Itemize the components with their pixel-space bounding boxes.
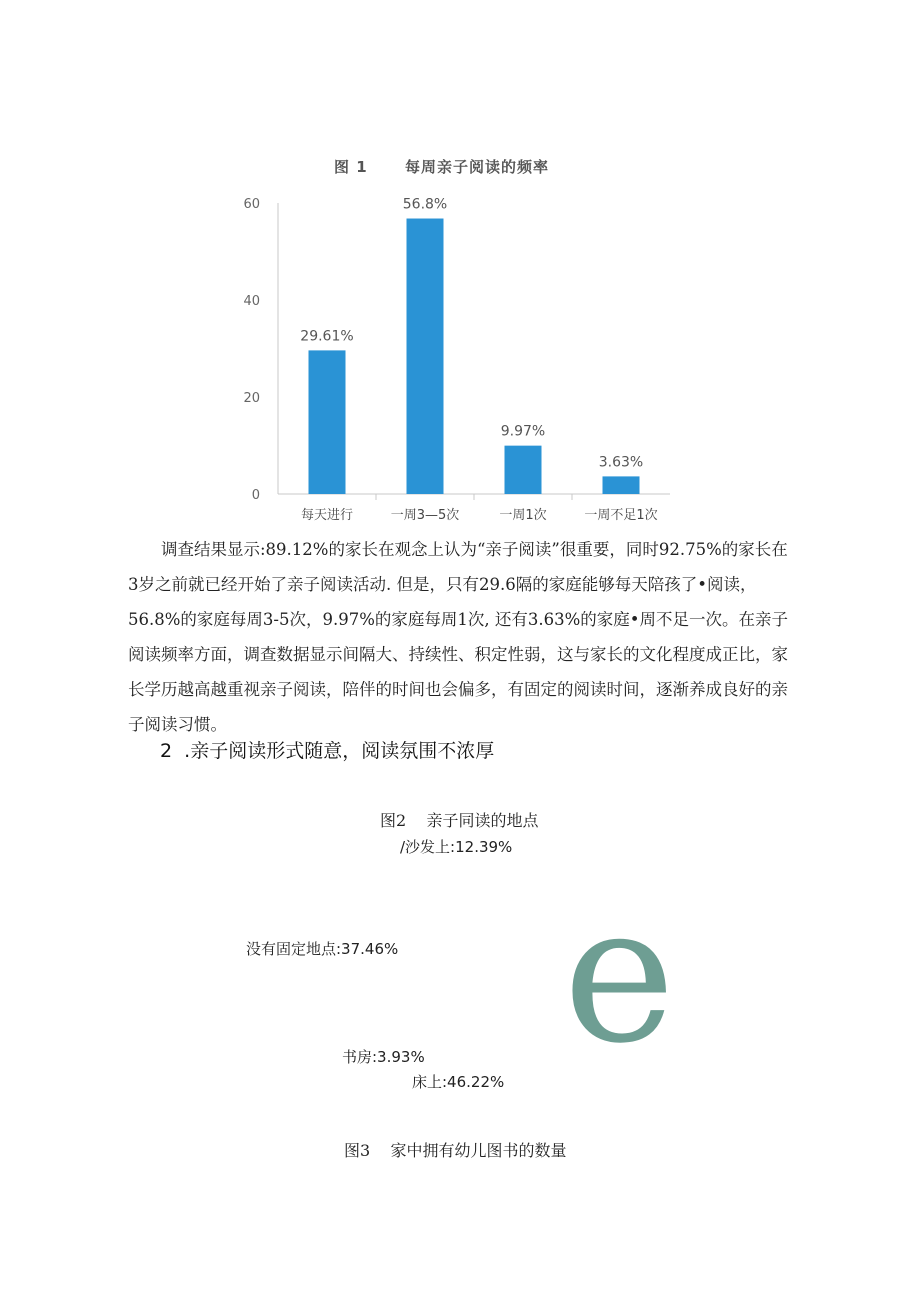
bar-data-label: 29.61% bbox=[300, 328, 354, 345]
x-tick-label: 一周不足1次 bbox=[584, 508, 658, 523]
body-paragraph: 调查结果显示:89.12%的家长在观念上认为“亲子阅读”很重要，同时92.75%的家长在3岁之前就已经开始了亲子阅读活动. 但是，只有29.6隔的家庭能够每天陪孩了•阅读，56.8%的家庭每周3-5次，9.97%的家庭每周1次, 还有3.63%的家庭•周不足一次。在亲子阅读频率方面，调查数据显示间隔大、持续性、积定性弱，这与家长的文化程度成正比，家长学历越高越重视亲子阅读，陪伴的时间也会偏多，有固定的阅读时间，逐渐养成良好的亲子阅读习惯。 bbox=[128, 540, 789, 734]
bar bbox=[407, 219, 444, 494]
figure3-caption: 图3 家中拥有幼儿图书的数量 bbox=[344, 1141, 567, 1160]
label-bed: 床上:46.22% bbox=[412, 1073, 505, 1091]
section-heading-2: 2 .亲子阅读形式随意，阅读氛围不浓厚 bbox=[160, 740, 495, 762]
bar-data-label: 56.8% bbox=[402, 196, 448, 213]
y-tick-label: 60 bbox=[243, 197, 260, 212]
bar-chart-weekly-reading-frequency bbox=[230, 188, 690, 528]
label-sofa: /沙发上:12.39% bbox=[400, 838, 513, 856]
bar bbox=[505, 446, 542, 494]
bar-data-label: 3.63% bbox=[598, 454, 644, 471]
y-tick-label: 20 bbox=[243, 391, 260, 406]
y-tick-label: 40 bbox=[243, 294, 260, 309]
x-tick-label: 一周3—5次 bbox=[390, 508, 460, 523]
label-study-room: 书房:3.93% bbox=[342, 1048, 425, 1066]
y-tick-label: 0 bbox=[251, 488, 260, 503]
bar bbox=[309, 350, 346, 494]
bar-data-label: 9.97% bbox=[500, 423, 546, 440]
x-tick-label: 每天进行 bbox=[300, 508, 354, 523]
label-no-fixed-place: 没有固定地点:37.46% bbox=[246, 940, 399, 958]
bar bbox=[603, 476, 640, 494]
figure2-caption: 图2 亲子同读的地点 bbox=[380, 811, 539, 830]
figure1-caption: 图 1 每周亲子阅读的频率 bbox=[334, 158, 549, 176]
x-tick-label: 一周1次 bbox=[499, 508, 547, 523]
figure2-placeholder-glyph: e bbox=[563, 864, 676, 1085]
